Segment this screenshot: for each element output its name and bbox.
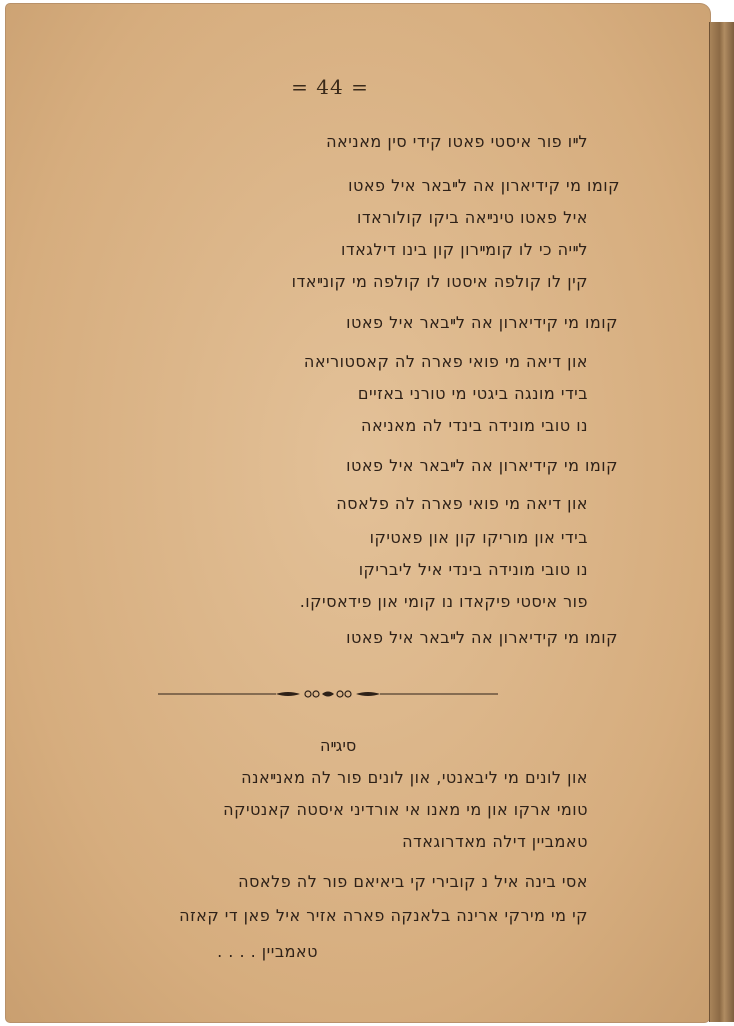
verse-line: קומו מי קידיארון אה לײבאר איל פאטו <box>348 176 620 195</box>
section-line: קי מי מירקי ארינה בלאנקה פארה אזיר איל פאן די קאזה <box>179 906 588 925</box>
book-page <box>6 4 710 1022</box>
section-line: און לונים מי ליבאנטי, און לונים פור לה מאנײאנה <box>241 768 588 787</box>
verse-line: פור איסטי פיקאדו נו קומי און פידאסיקו. <box>299 592 588 611</box>
ornament-divider <box>158 684 498 704</box>
verse-line: נו טובי מונידה בינדי איל ליבריקו <box>358 560 588 579</box>
page-number: = 44 = <box>291 75 369 99</box>
verse-line: בידי און מוריקו קון און פאטיקו <box>369 528 588 547</box>
verse-line: איל פאטו טינײאה ביקו קולוראדו <box>357 208 588 227</box>
section-line: טאמביין דילה מאדרוגאדה <box>402 832 588 851</box>
verse-line: קין לו קולפה איסטו לו קולפה מי קונײאדו <box>291 272 588 291</box>
verse-line: נו טובי מונידה בינדי לה מאניאה <box>361 416 588 435</box>
section-title: סיגײה <box>320 736 357 755</box>
section-line: טומי ארקו און מי מאנו אי אורדיני איסטה קאנטיקה <box>223 800 588 819</box>
section-line: טאמביין . . . . <box>217 942 318 961</box>
verse-line: קומו מי קידיארון אה לײבאר איל פאטו <box>346 628 618 647</box>
verse-line: און דיאה מי פואי פארה לה קאסטוריאה <box>303 352 588 371</box>
verse-line: בידי מונגה ביגטי מי טורני באזיים <box>357 384 588 403</box>
verse-line: און דיאה מי פואי פארה לה פלאסה <box>336 494 588 513</box>
verse-line: קומו מי קידיארון אה לײבאר איל פאטו <box>346 313 618 332</box>
verse-line: לײיה כי לו קומײרון קון בינו דילגאדו <box>341 240 588 259</box>
verse-line: קומו מי קידיארון אה לײבאר איל פאטו <box>346 456 618 475</box>
section-line: אסי בינה איל נ קובירי קי ביאיאם פור לה פלאסה <box>238 872 588 891</box>
verse-line: לײו פור איסטי פאטו קידי סין מאניאה <box>326 132 588 151</box>
page-edge-stack <box>709 22 734 1022</box>
